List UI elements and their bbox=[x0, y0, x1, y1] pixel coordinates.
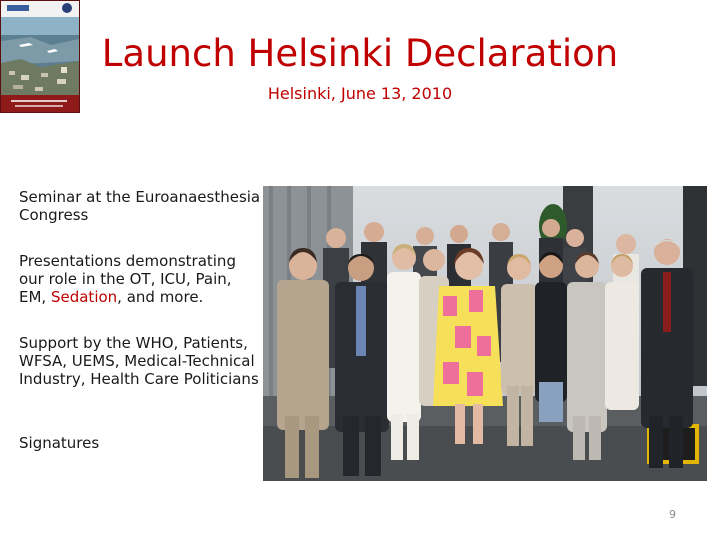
slide-title: Launch Helsinki Declaration bbox=[101, 32, 619, 75]
group-photo-image bbox=[263, 186, 707, 481]
bullet-seminar: Seminar at the Euroanaesthesia Congress bbox=[19, 188, 261, 224]
sedation-highlight: Sedation bbox=[50, 288, 118, 306]
bullet-presentations bbox=[19, 252, 259, 306]
bullet-support: Support by the WHO, Patients, WFSA, UEMS, Medical-Technical Industry, Health Care Politicians bbox=[19, 334, 259, 388]
bullet-signatures: Signatures bbox=[19, 434, 100, 452]
page-number: 9 bbox=[669, 508, 676, 521]
group-photo bbox=[263, 186, 707, 481]
bullet-presentations-end: , and more. bbox=[117, 288, 204, 306]
slide-subtitle: Helsinki, June 13, 2010 bbox=[267, 84, 453, 103]
bullet-presentations-text: Presentations demonstrating our role in the OT, ICU, Pain, EM, bbox=[19, 252, 236, 306]
